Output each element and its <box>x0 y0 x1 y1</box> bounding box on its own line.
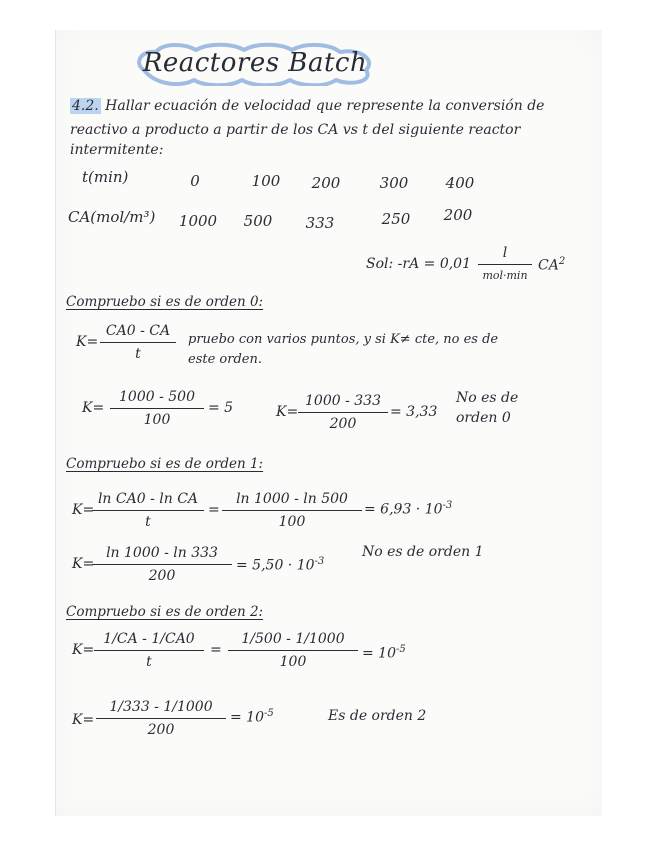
solution-exponent: 2 <box>558 256 566 267</box>
statement-line-1: Hallar ecuación de velocidad que represente la conversión de <box>105 98 545 114</box>
order0-formula <box>100 322 176 363</box>
order2-formula <box>94 630 204 671</box>
order1-formula <box>92 490 204 531</box>
ca-label: CA(mol/m³) <box>68 208 156 226</box>
order2-calc2-result <box>230 708 274 726</box>
ca-value: 333 <box>305 214 335 232</box>
result-mantissa: = 5,50 · 10 <box>236 557 315 574</box>
solution-fraction <box>478 244 532 285</box>
t-value: 400 <box>445 174 475 192</box>
ca-value: 200 <box>443 206 473 224</box>
t-label: t(min) <box>82 168 129 186</box>
result-exponent: -3 <box>442 500 453 511</box>
order1-calc2-result <box>236 556 324 574</box>
calc-numerator: ln 1000 - ln 333 <box>106 545 218 561</box>
calc-denominator: 100 <box>278 514 306 530</box>
order1-k-label: K= <box>72 502 95 518</box>
calc-denominator: 200 <box>329 416 357 432</box>
order1-calc1 <box>222 490 362 531</box>
order2-conclusion: Es de orden 2 <box>328 708 427 724</box>
calc-denominator: 100 <box>279 654 307 670</box>
formula-denominator: t <box>146 654 152 670</box>
calc-denominator: 200 <box>147 722 175 738</box>
formula-numerator: ln CA0 - ln CA <box>97 491 199 507</box>
ca-value: 1000 <box>178 212 218 230</box>
result-exponent: -5 <box>264 708 274 719</box>
calc-denominator: 100 <box>143 412 171 428</box>
solution-ca: CA <box>538 257 559 274</box>
calc-numerator: ln 1000 - ln 500 <box>236 491 348 507</box>
title-cloud <box>130 40 380 86</box>
formula-numerator: CA0 - CA <box>105 323 171 339</box>
order2-heading: Compruebo si es de orden 2: <box>66 604 264 620</box>
calc-denominator: 200 <box>148 568 176 584</box>
formula-denominator: t <box>145 514 151 530</box>
ca-value: 250 <box>381 210 411 228</box>
order1-calc2-k: K= <box>72 556 95 572</box>
formula-denominator: t <box>135 346 141 362</box>
solution-suffix <box>538 256 565 274</box>
order0-calc1 <box>110 388 204 429</box>
statement-line-2: reactivo a producto a partir de los CA vs t del siguiente reactor <box>70 122 521 138</box>
fraction-denominator: mol·min <box>482 269 528 282</box>
ca-value: 500 <box>243 212 273 230</box>
order2-calc1 <box>228 630 358 671</box>
t-value: 300 <box>379 174 409 192</box>
order1-calc2 <box>92 544 232 585</box>
order0-note-1: pruebo con varios puntos, y si K≠ cte, no es de <box>188 332 499 347</box>
order1-conclusion: No es de orden 1 <box>362 544 484 560</box>
problem-line-1 <box>70 98 544 114</box>
order2-k-label: K= <box>72 642 95 658</box>
order2-calc2-k: K= <box>72 712 95 728</box>
order0-calc2-result: = 3,33 <box>390 404 438 420</box>
result-mantissa: = 6,93 · 10 <box>364 501 443 518</box>
order0-calc1-result: = 5 <box>208 400 234 416</box>
order2-calc1-result <box>362 644 406 662</box>
fraction-numerator: l <box>502 245 508 261</box>
calc-numerator: 1/333 - 1/1000 <box>109 699 213 715</box>
result-exponent: -5 <box>396 644 406 655</box>
calc-numerator: 1000 - 333 <box>305 393 381 409</box>
t-value: 0 <box>190 172 200 190</box>
equals-sign: = <box>208 502 220 518</box>
order0-calc2 <box>298 392 388 433</box>
t-value: 200 <box>311 174 341 192</box>
statement-line-3: intermitente: <box>70 142 164 158</box>
result-mantissa: = 10 <box>362 645 396 662</box>
order0-calc1-k: K= <box>82 400 105 416</box>
calc-numerator: 1/500 - 1/1000 <box>241 631 345 647</box>
order1-heading: Compruebo si es de orden 1: <box>66 456 264 472</box>
t-value: 100 <box>251 172 281 190</box>
order0-conclusion-1: No es de <box>456 390 519 406</box>
order2-calc2 <box>96 698 226 739</box>
order0-k-label: K= <box>76 334 99 350</box>
equals-sign: = <box>210 642 222 658</box>
order1-calc1-result <box>364 500 452 518</box>
result-exponent: -3 <box>314 556 325 567</box>
solution-prefix: Sol: -rA = 0,01 <box>366 256 471 272</box>
calc-numerator: 1000 - 500 <box>119 389 195 405</box>
page-title: Reactores Batch <box>142 48 368 78</box>
result-mantissa: = 10 <box>230 709 264 726</box>
order0-conclusion-2: orden 0 <box>456 410 511 426</box>
problem-number: 4.2. <box>72 98 99 114</box>
formula-numerator: 1/CA - 1/CA0 <box>103 631 195 647</box>
order0-note-2: este orden. <box>188 352 262 367</box>
order0-heading: Compruebo si es de orden 0: <box>66 294 264 310</box>
order0-calc2-k: K= <box>276 404 299 420</box>
